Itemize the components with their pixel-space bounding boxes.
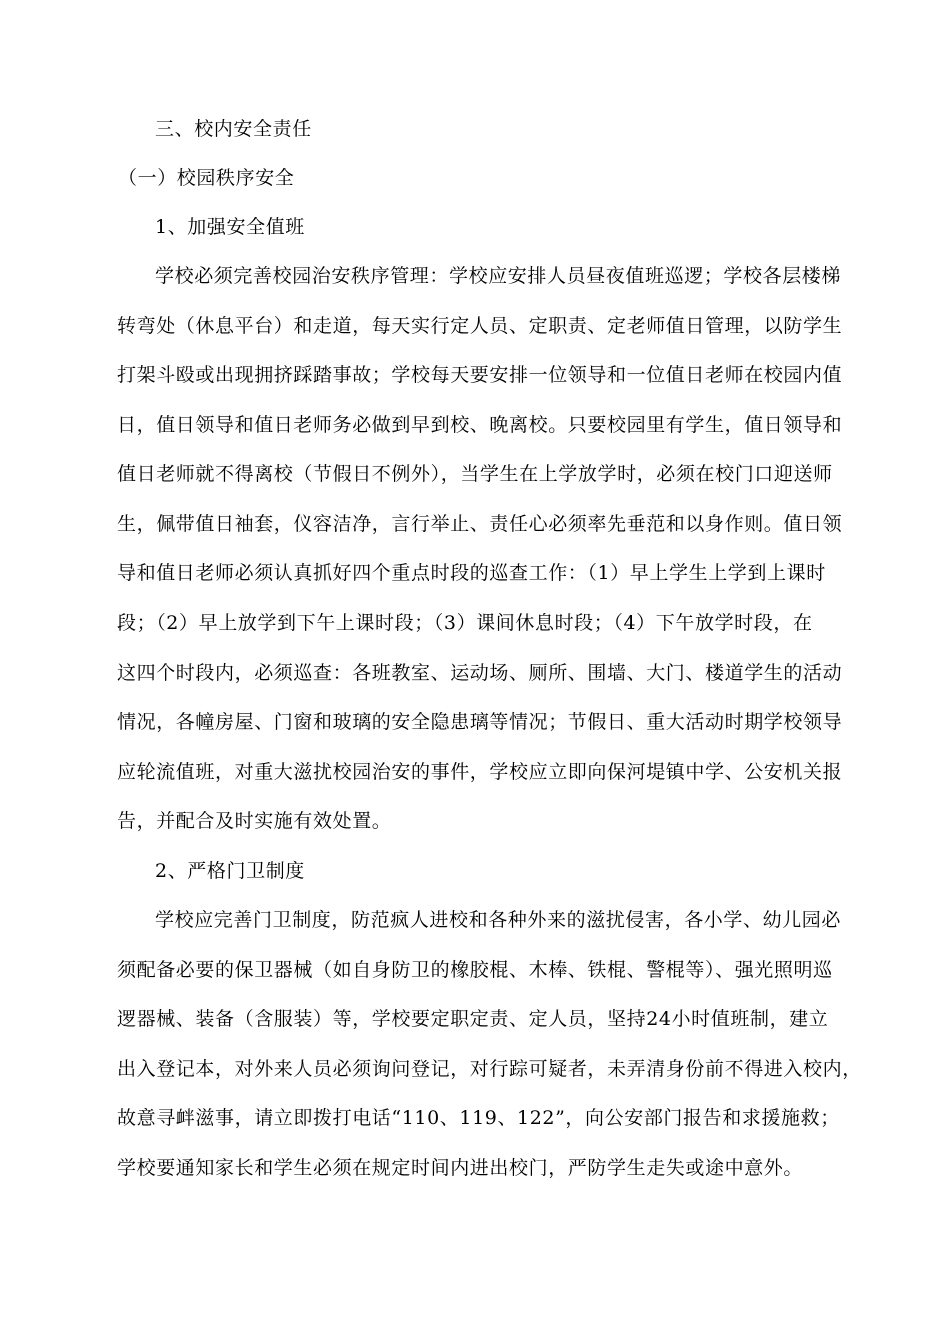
item1-line-10: 情况，各幢房屋、门窗和玻璃的安全隐患璃等情况；节假日、重大活动时期学校领导 [117,711,843,733]
item1-line-7: 导和值日老师必须认真抓好四个重点时段的巡查工作：（1）早上学生上学到上课时 [117,562,826,584]
item2-line-5: 故意寻衅滋事，请立即拨打电话“110、119、122”，向公安部门报告和求援施救； [117,1107,840,1129]
item1-line-11: 应轮流值班，对重大滋扰校园治安的事件，学校应立即向保河堤镇中学、公安机关报 [117,761,843,783]
subsection-heading: （一）校园秩序安全 [118,167,295,189]
item1-title: 1、加强安全值班 [155,216,305,238]
item1-line-3: 打架斗殴或出现拥挤踩踏事故；学校每天要安排一位领导和一位值日老师在校园内值 [117,364,843,386]
item2-line-1: 学校应完善门卫制度，防范疯人进校和各种外来的滋扰侵害，各小学、幼儿园必 [155,909,842,931]
item2-line-2: 须配备必要的保卫器械（如自身防卫的橡胶棍、木棒、铁棍、警棍等）、强光照明巡 [117,959,833,981]
item1-line-5: 值日老师就不得离校（节假日不例外），当学生在上学放学时，必须在校门口迎送师 [117,463,833,485]
section-heading: 三、校内安全责任 [155,118,312,140]
item1-line-9: 这四个时段内，必须巡查：各班教室、运动场、厕所、围墙、大门、楼道学生的活动 [117,662,843,684]
item2-title: 2、严格门卫制度 [155,860,305,882]
item1-line-4: 日，值日领导和值日老师务必做到早到校、晚离校。只要校园里有学生，值日领导和 [117,414,843,436]
item2-line-4: 出入登记本，对外来人员必须询问登记，对行踪可疑者，未弄清身份前不得进入校内， [117,1058,862,1080]
item1-line-2: 转弯处（休息平台）和走道，每天实行定人员、定职责、定老师值日管理，以防学生 [117,315,843,337]
item2-line-3: 逻器械、装备（含服装）等，学校要定职定责、定人员，坚持24小时值班制，建立 [117,1008,829,1030]
item1-line-12: 告，并配合及时实施有效处置。 [117,810,392,832]
item1-line-1: 学校必须完善校园治安秩序管理：学校应安排人员昼夜值班巡逻；学校各层楼梯 [155,265,842,287]
item1-line-6: 生，佩带值日袖套，仪容洁净，言行举止、责任心必须率先垂范和以身作则。值日领 [117,513,843,535]
item1-line-8: 段；（2）早上放学到下午上课时段；（3）课间休息时段；（4）下午放学时段，在 [117,612,813,634]
item2-line-6: 学校要通知家长和学生必须在规定时间内进出校门，严防学生走失或途中意外。 [117,1157,804,1179]
